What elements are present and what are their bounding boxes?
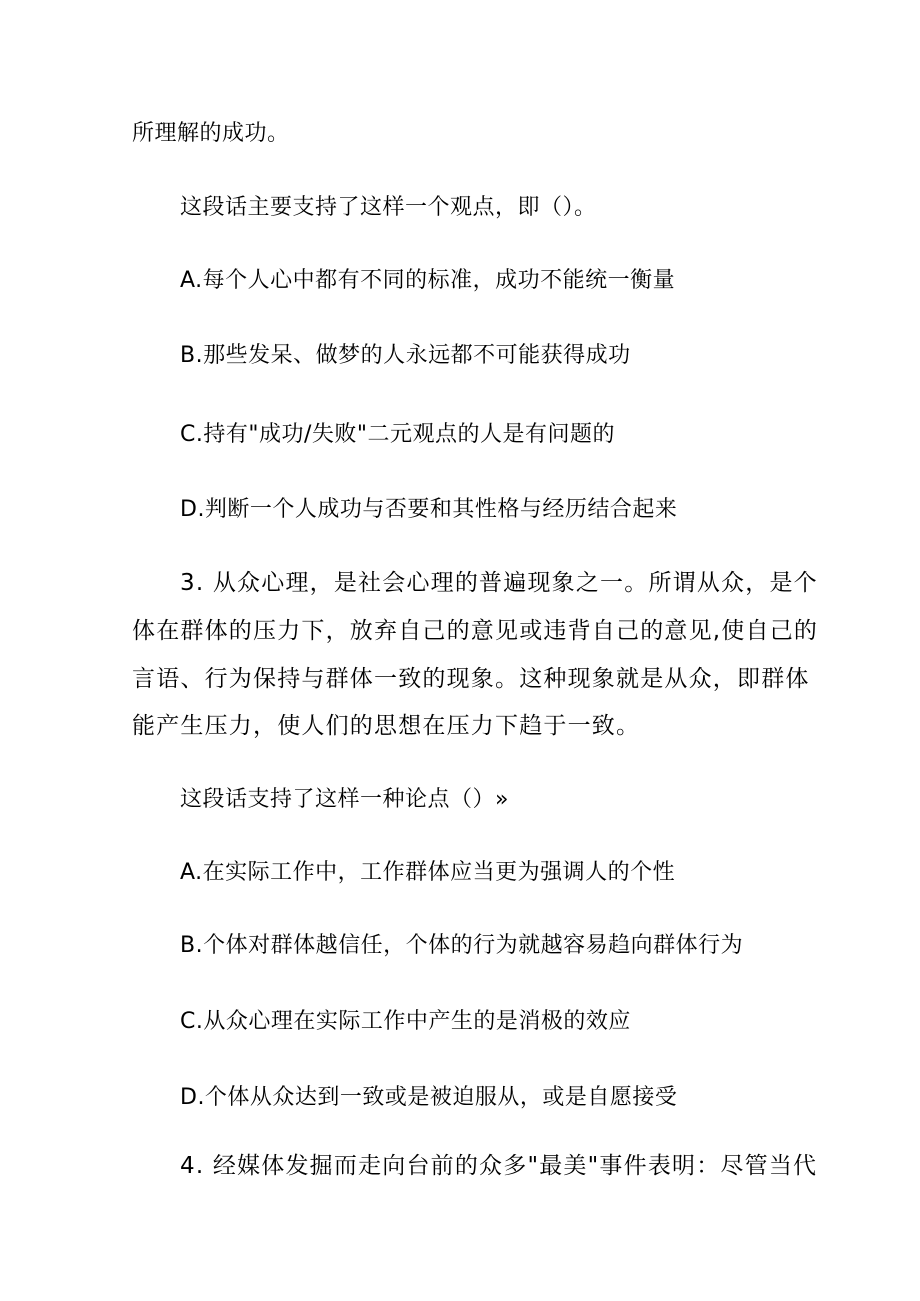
question-3-option-b: B.个体对群体越信任，个体的行为就越容易趋向群体行为 xyxy=(180,933,744,958)
question-2-option-c: C.持有"成功/失败"二元观点的人是有问题的 xyxy=(180,422,616,447)
question-3-prompt: 这段话支持了这样一种论点（）» xyxy=(180,787,509,812)
question-3-passage-line-4: 能产生压力，使人们的思想在压力下趋于一致。 xyxy=(132,713,641,739)
question-3-option-d: D.个体从众达到一致或是被迫服从，或是自愿接受 xyxy=(180,1085,678,1110)
question-2-option-a: A.每个人心中都有不同的标准，成功不能统一衡量 xyxy=(180,268,676,293)
question-3-passage-line-1: 3. 从众心理，是社会心理的普遍现象之一。所谓从众，是个 xyxy=(180,570,818,596)
paragraph-continuation: 所理解的成功。 xyxy=(132,121,290,146)
question-4-passage-line-1: 4. 经媒体发掘而走向台前的众多"最美"事件表明：尽管当代 xyxy=(180,1153,818,1179)
question-3-option-a: A.在实际工作中，工作群体应当更为强调人的个性 xyxy=(180,860,676,885)
question-3-passage-line-2: 体在群体的压力下，放弃自己的意见或违背自己的意见,使自己的 xyxy=(132,618,819,644)
question-2-option-b: B.那些发呆、做梦的人永远都不可能获得成功 xyxy=(180,343,631,368)
question-3-option-c: C.从众心理在实际工作中产生的是消极的效应 xyxy=(180,1009,631,1034)
question-3-passage-line-3: 言语、行为保持与群体一致的现象。这种现象就是从众，即群体 xyxy=(132,666,810,692)
question-2-prompt: 这段话主要支持了这样一个观点，即（）。 xyxy=(180,195,597,220)
question-2-option-d: D.判断一个人成功与否要和其性格与经历结合起来 xyxy=(180,497,678,522)
